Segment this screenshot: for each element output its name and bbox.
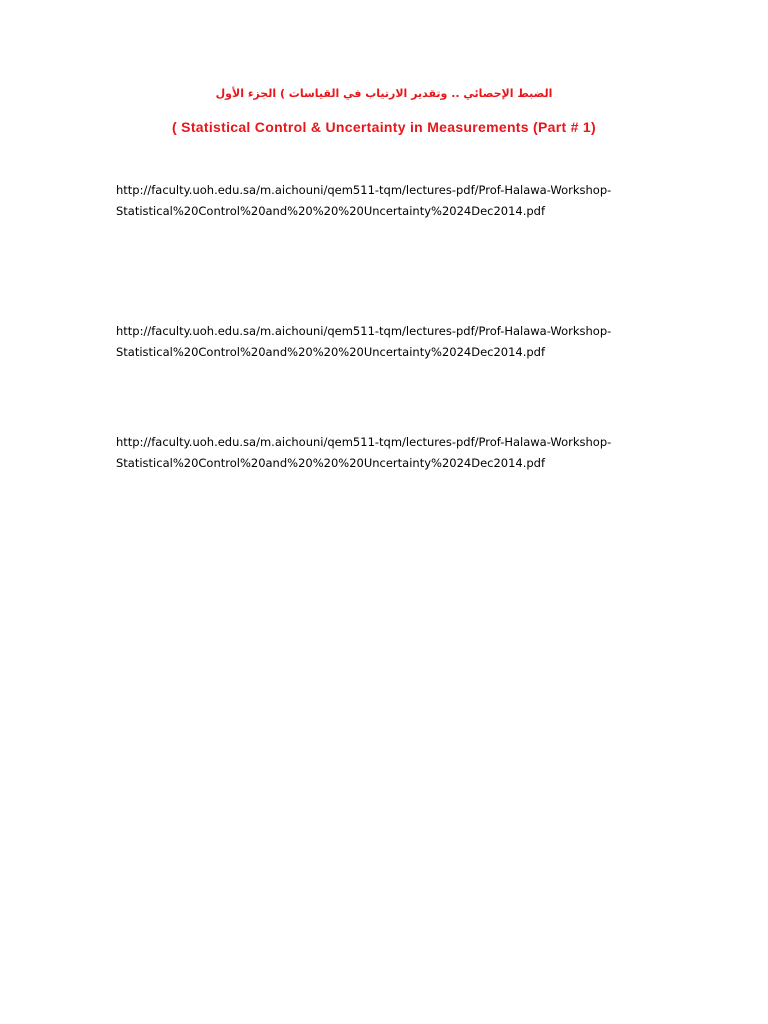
pdf-link-3-line-2[interactable]: Statistical%20Control%20and%20%20%20Uncertainty%2024Dec2014.pdf — [116, 456, 546, 470]
pdf-link-2-line-1[interactable]: http://faculty.uoh.edu.sa/m.aichouni/qem511-tqm/lectures-pdf/Prof-Halawa-Workshop- — [116, 324, 612, 338]
pdf-link-2-line-2[interactable]: Statistical%20Control%20and%20%20%20Uncertainty%2024Dec2014.pdf — [116, 345, 546, 359]
pdf-link-3[interactable] — [116, 432, 676, 474]
arabic-title: الضبط الإحصائي .. وتقدير الارتياب في القياسات ) الجزء الأول — [215, 87, 553, 100]
pdf-link-2[interactable] — [116, 321, 676, 363]
english-title: ( Statistical Control & Uncertainty in Measurements (Part # 1) — [172, 119, 596, 135]
pdf-link-1[interactable] — [116, 180, 676, 222]
pdf-link-1-line-1[interactable]: http://faculty.uoh.edu.sa/m.aichouni/qem511-tqm/lectures-pdf/Prof-Halawa-Workshop- — [116, 183, 612, 197]
pdf-link-1-line-2[interactable]: Statistical%20Control%20and%20%20%20Uncertainty%2024Dec2014.pdf — [116, 204, 546, 218]
pdf-link-3-line-1[interactable]: http://faculty.uoh.edu.sa/m.aichouni/qem511-tqm/lectures-pdf/Prof-Halawa-Workshop- — [116, 435, 612, 449]
